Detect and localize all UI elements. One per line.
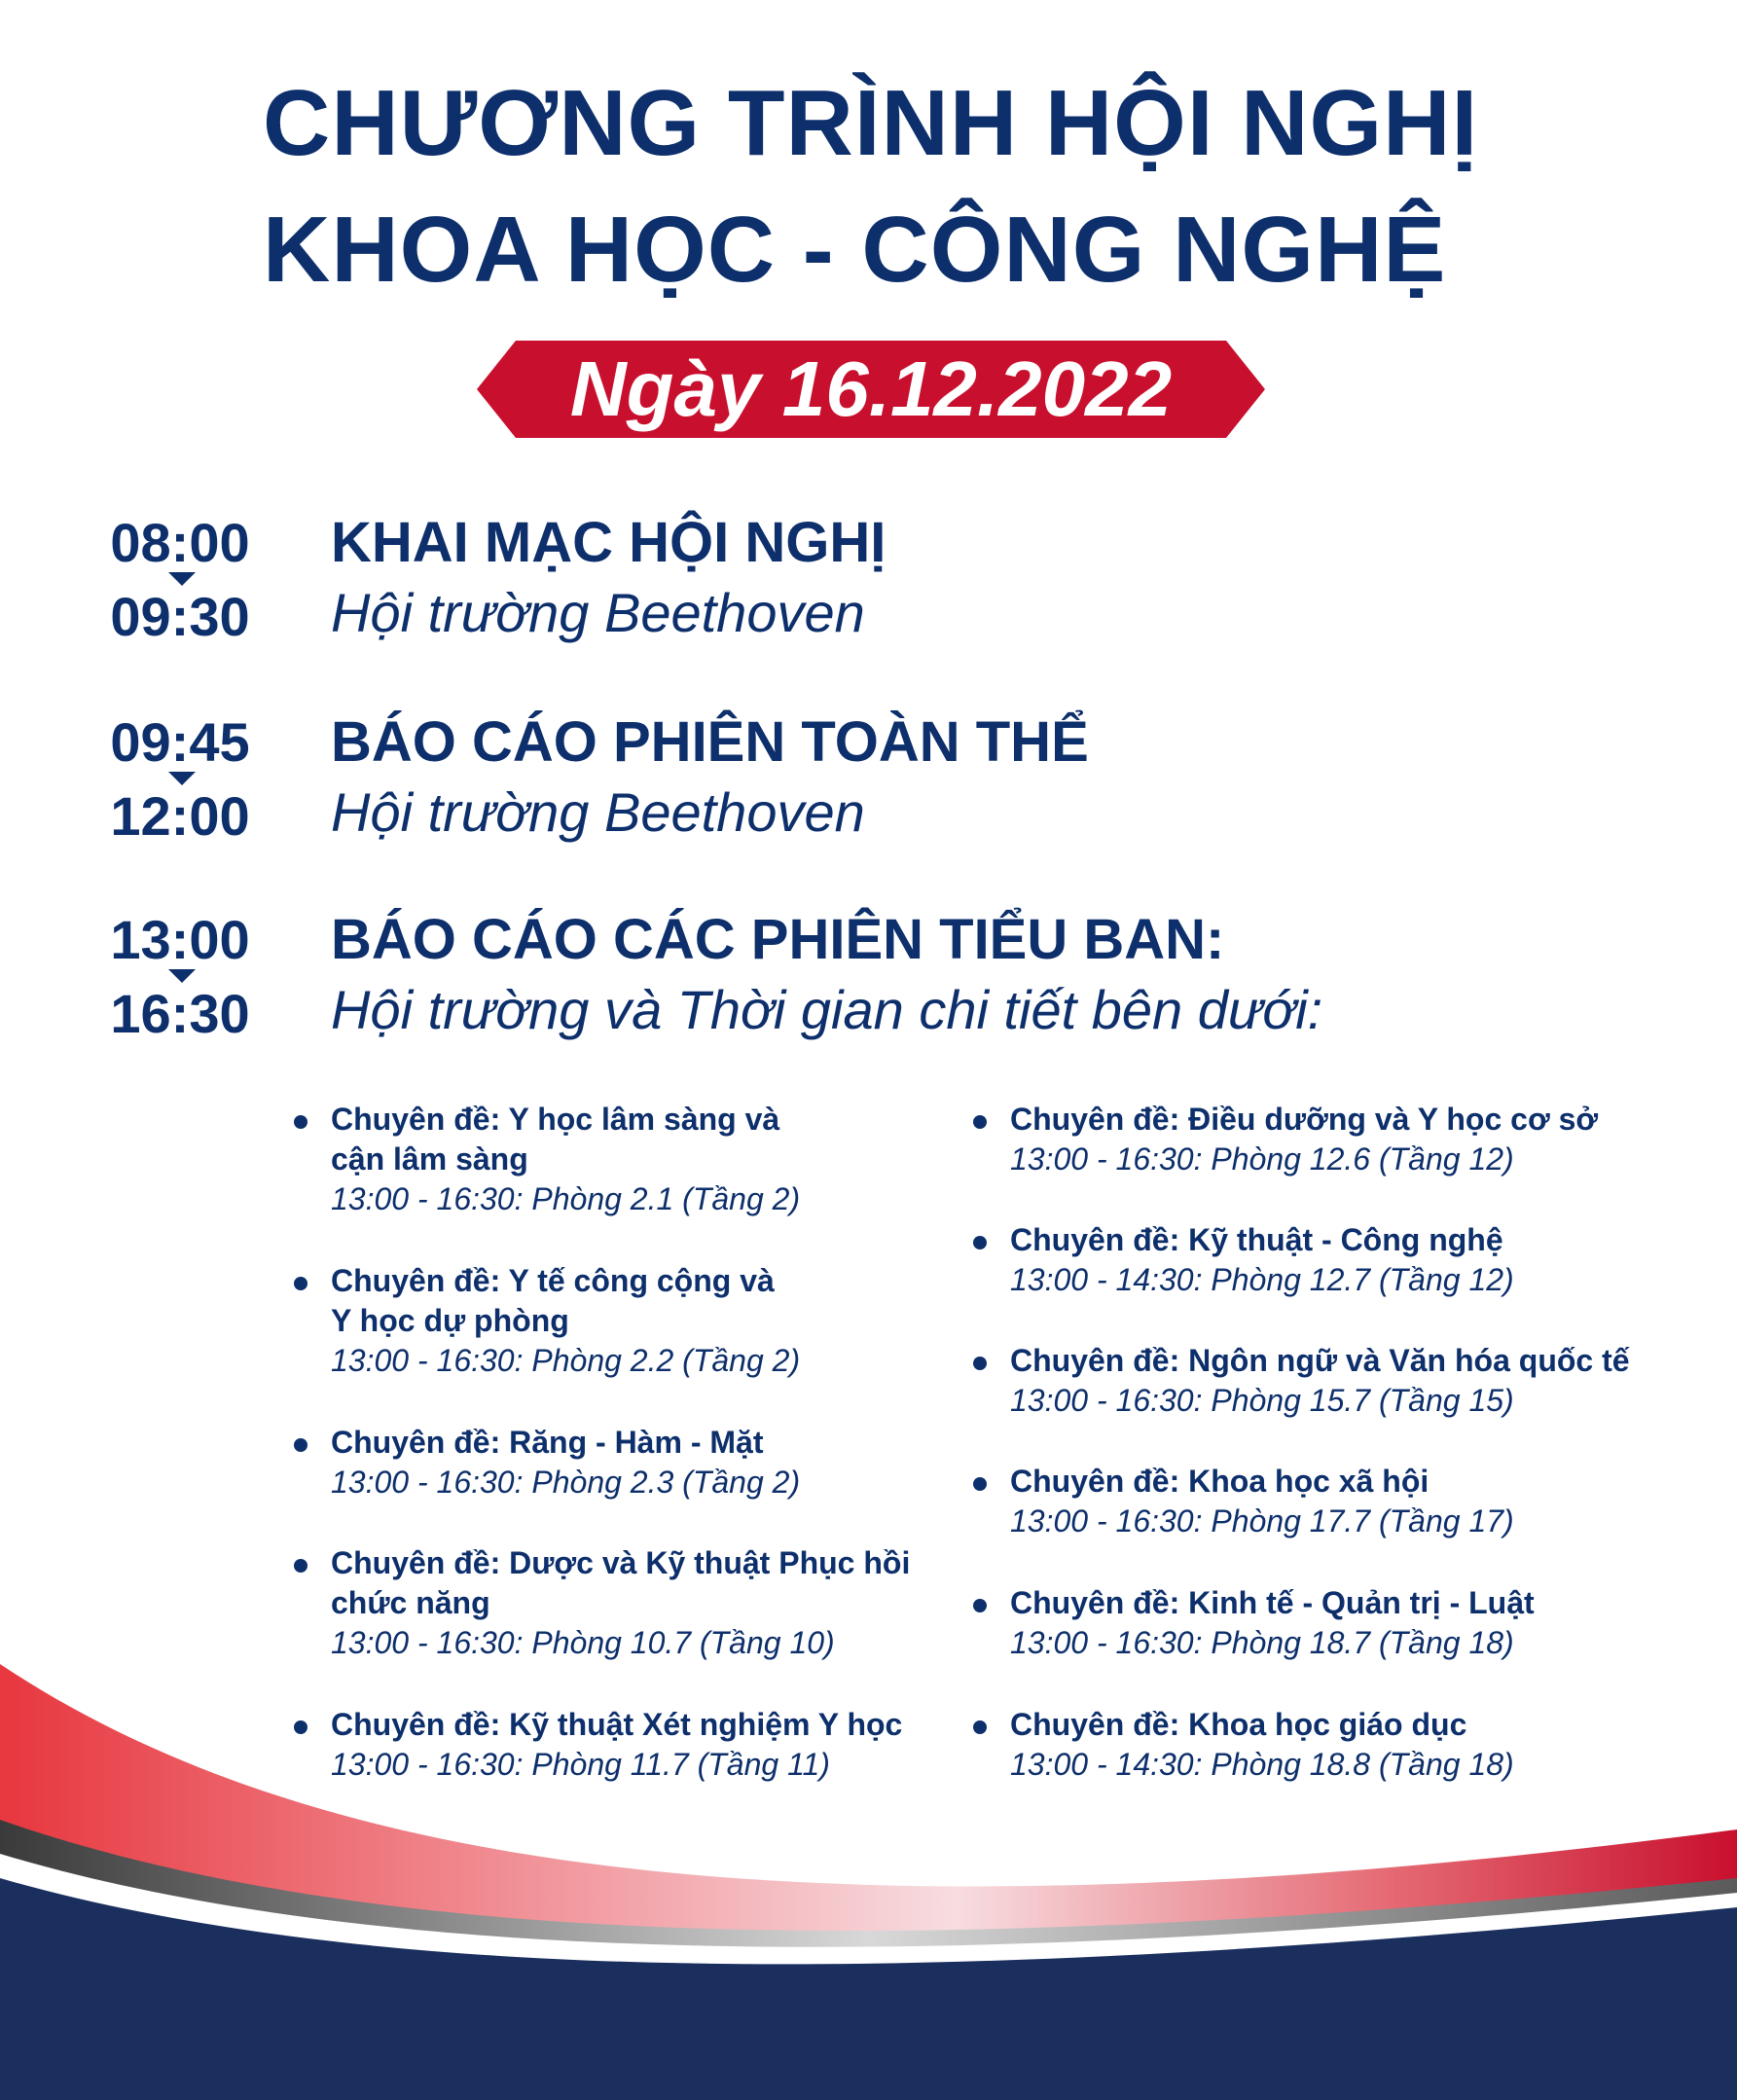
topic-item	[973, 1462, 1674, 1541]
topic-time-room: 13:00 - 16:30: Phòng 18.7 (Tầng 18)	[1010, 1625, 1514, 1660]
bullet-icon	[973, 1115, 987, 1129]
topic-name-cont: Y học dự phòng	[331, 1303, 569, 1338]
topic-item	[973, 1220, 1674, 1300]
topic-name-cont: chức năng	[331, 1585, 490, 1620]
topic-time-room: 13:00 - 16:30: Phòng 10.7 (Tầng 10)	[331, 1625, 835, 1660]
bullet-icon	[294, 1115, 308, 1129]
topic-name: Chuyên đề: Khoa học xã hội	[1010, 1464, 1429, 1499]
session-location: Hội trường và Thời gian chi tiết bên dưới:	[331, 979, 1323, 1040]
topic-time-room: 13:00 - 16:30: Phòng 2.2 (Tầng 2)	[331, 1343, 801, 1378]
bullet-icon	[973, 1236, 987, 1249]
bullet-icon	[294, 1559, 308, 1573]
topic-name: Chuyên đề: Kỹ thuật Xét nghiệm Y học	[331, 1707, 903, 1742]
topic-time-room: 13:00 - 14:30: Phòng 12.7 (Tầng 12)	[1010, 1262, 1514, 1297]
topic-time-room: 13:00 - 16:30: Phòng 15.7 (Tầng 15)	[1010, 1383, 1514, 1418]
arrow-down-icon	[168, 572, 196, 586]
session-title: BÁO CÁO PHIÊN TOÀN THỂ	[331, 710, 1089, 774]
footer-wave-decoration	[0, 1635, 1737, 2100]
topic-item	[973, 1100, 1674, 1179]
session-end-time: 09:30	[110, 586, 250, 647]
session-title: BÁO CÁO CÁC PHIÊN TIỂU BAN:	[331, 908, 1225, 971]
title-line-2: KHOA HỌC - CÔNG NGHỆ	[263, 198, 1447, 302]
topic-time-room: 13:00 - 16:30: Phòng 11.7 (Tầng 11)	[331, 1747, 830, 1782]
topic-time-room: 13:00 - 16:30: Phòng 2.1 (Tầng 2)	[331, 1181, 801, 1216]
page-title	[263, 60, 1478, 313]
session-start-time: 08:00	[110, 512, 250, 573]
title-line-1: CHƯƠNG TRÌNH HỘI NGHỊ	[263, 71, 1479, 175]
session-end-time: 12:00	[110, 785, 250, 847]
topic-name: Chuyên đề: Dược và Kỹ thuật Phục hồi	[331, 1545, 911, 1580]
topic-name: Chuyên đề: Kỹ thuật - Công nghệ	[1010, 1222, 1503, 1257]
session-location: Hội trường Beethoven	[331, 582, 865, 643]
bullet-icon	[973, 1357, 987, 1370]
topic-item	[294, 1100, 956, 1219]
session-start-time: 13:00	[110, 909, 250, 970]
topic-item	[294, 1261, 956, 1381]
bullet-icon	[973, 1477, 987, 1491]
session-title: KHAI MẠC HỘI NGHỊ	[331, 511, 887, 574]
arrow-down-icon	[168, 772, 196, 785]
date-banner	[477, 341, 1265, 438]
topic-name: Chuyên đề: Điều dưỡng và Y học cơ sở	[1010, 1102, 1599, 1137]
topic-name-cont: cận lâm sàng	[331, 1141, 528, 1177]
session-start-time: 09:45	[110, 711, 250, 773]
topic-item	[973, 1341, 1674, 1421]
arrow-down-icon	[168, 969, 196, 983]
topic-time-room: 13:00 - 14:30: Phòng 18.8 (Tầng 18)	[1010, 1747, 1514, 1782]
session-end-time: 16:30	[110, 983, 250, 1044]
date-text: Ngày 16.12.2022	[569, 345, 1173, 432]
topic-name: Chuyên đề: Ngôn ngữ và Văn hóa quốc tế	[1010, 1343, 1630, 1378]
topic-name: Chuyên đề: Răng - Hàm - Mặt	[331, 1425, 764, 1460]
bullet-icon	[294, 1438, 308, 1452]
topic-name: Chuyên đề: Kinh tế - Quản trị - Luật	[1010, 1585, 1535, 1620]
topic-time-room: 13:00 - 16:30: Phòng 2.3 (Tầng 2)	[331, 1465, 801, 1500]
topic-item	[294, 1423, 956, 1503]
topic-name: Chuyên đề: Y học lâm sàng và	[331, 1102, 780, 1137]
topic-name: Chuyên đề: Khoa học giáo dục	[1010, 1707, 1467, 1742]
session-location: Hội trường Beethoven	[331, 781, 865, 843]
topic-time-room: 13:00 - 16:30: Phòng 17.7 (Tầng 17)	[1010, 1503, 1514, 1539]
bullet-icon	[294, 1277, 308, 1290]
bullet-icon	[973, 1599, 987, 1612]
topic-name: Chuyên đề: Y tế công cộng và	[331, 1263, 775, 1298]
topic-time-room: 13:00 - 16:30: Phòng 12.6 (Tầng 12)	[1010, 1141, 1514, 1177]
